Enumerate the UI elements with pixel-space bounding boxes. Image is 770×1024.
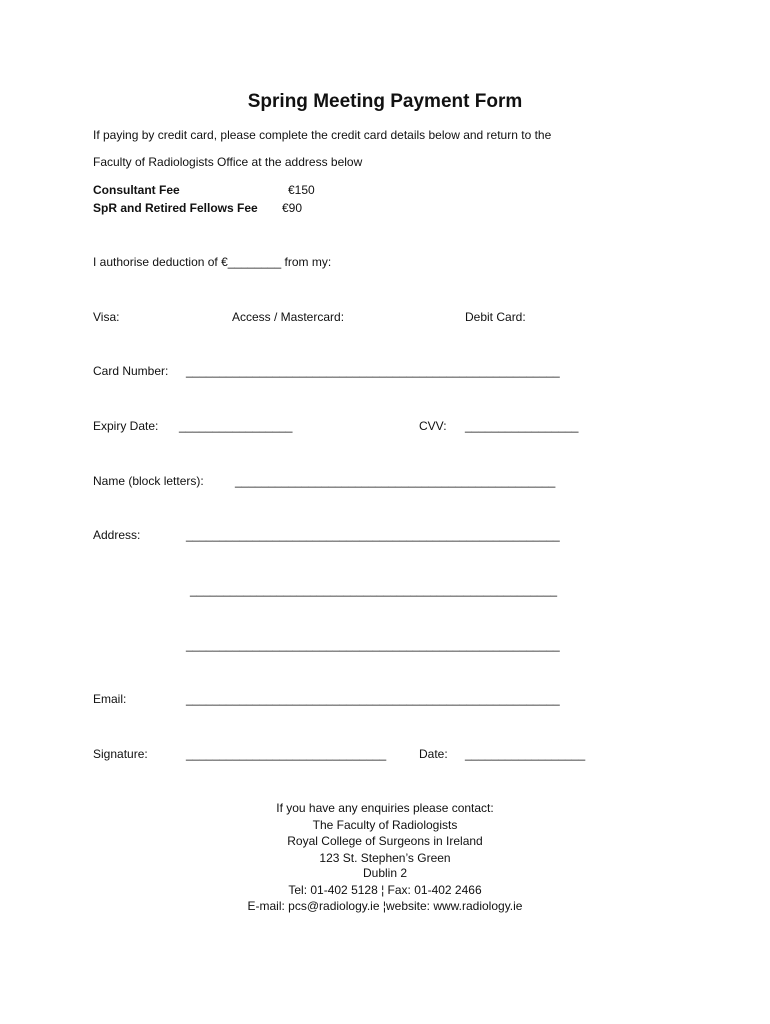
fee-label-spr: SpR and Retired Fellows Fee (93, 201, 258, 215)
authorise-deduction-text[interactable]: I authorise deduction of €________ from my: (93, 255, 332, 269)
mastercard-option[interactable]: Access / Mastercard: (232, 310, 345, 324)
debit-card-option[interactable]: Debit Card: (465, 310, 526, 324)
signature-label: Signature: (93, 747, 148, 761)
intro-line-1: If paying by credit card, please complete the credit card details below and return to the (93, 128, 552, 142)
cvv-label: CVV: (419, 419, 447, 433)
date-field[interactable]: __________________ (465, 747, 586, 761)
date-label: Date: (419, 747, 448, 761)
fee-label-consultant: Consultant Fee (93, 183, 180, 197)
cvv-field[interactable]: _________________ (465, 419, 579, 433)
address-field-line-3[interactable]: ________________________________________________________ (186, 638, 560, 652)
footer-college-name: Royal College of Surgeons in Ireland (287, 834, 483, 848)
card-number-label: Card Number: (93, 364, 169, 378)
address-label: Address: (93, 528, 141, 542)
footer-phone-fax: Tel: 01-402 5128 ¦ Fax: 01-402 2466 (288, 883, 482, 897)
footer-email-website[interactable]: E-mail: pcs@radiology.ie ¦website: www.radiology.ie (247, 899, 523, 913)
footer-city: Dublin 2 (362, 866, 408, 880)
intro-line-2: Faculty of Radiologists Office at the address below (93, 155, 363, 169)
signature-field[interactable]: ______________________________ (186, 747, 387, 761)
card-number-field[interactable]: ________________________________________________________ (186, 364, 560, 378)
fee-amount-spr: €90 (282, 201, 303, 215)
fee-amount-consultant: €150 (288, 183, 315, 197)
expiry-date-field[interactable]: _________________ (179, 419, 293, 433)
email-field[interactable]: ________________________________________________________ (186, 692, 560, 706)
visa-option[interactable]: Visa: (93, 310, 120, 324)
address-field-line-2[interactable]: _______________________________________________________ (190, 583, 558, 597)
footer-faculty-name: The Faculty of Radiologists (312, 818, 458, 832)
expiry-date-label: Expiry Date: (93, 419, 159, 433)
email-label: Email: (93, 692, 127, 706)
page-title: Spring Meeting Payment Form (247, 91, 523, 112)
name-label: Name (block letters): (93, 474, 204, 488)
footer-street-address: 123 St. Stephen’s Green (319, 851, 451, 865)
address-field-line-1[interactable]: ________________________________________________________ (186, 528, 560, 542)
name-field[interactable]: ________________________________________________ (235, 474, 556, 488)
footer-enquiries-heading: If you have any enquiries please contact: (276, 801, 494, 815)
